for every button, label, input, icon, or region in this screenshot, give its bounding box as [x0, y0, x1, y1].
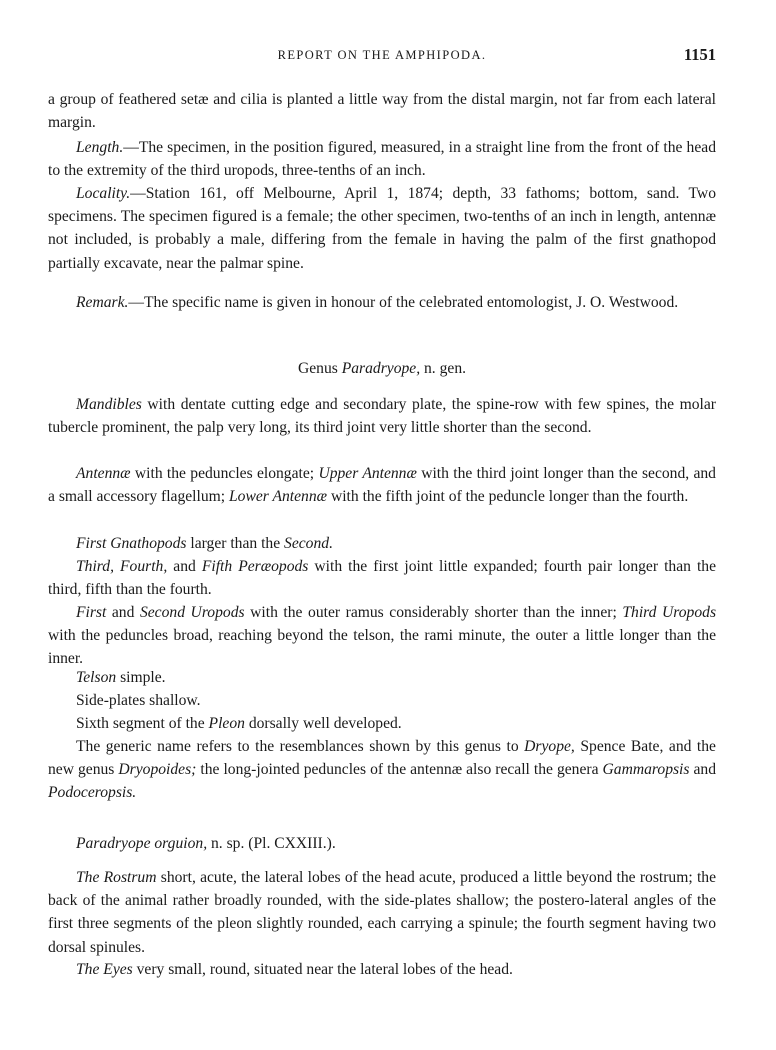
- paragraph-text: simple.: [116, 669, 166, 686]
- paragraph-generic-name: [48, 735, 716, 805]
- species-heading: [48, 832, 716, 855]
- term: Third, Fourth,: [76, 558, 168, 575]
- paragraph-text: —The specific name is given in honour of the celebrated entomologist, J. O. Westwood.: [128, 294, 679, 311]
- term: Upper Antennæ: [318, 465, 417, 482]
- page-number: 1151: [683, 45, 716, 64]
- paragraph-text: —Station 161, off Melbourne, April 1, 1874; depth, 33 fathoms; bottom, sand. Two specimens. The specimen figured is a female; the other specimen, two-tenths of an inch in length, antennæ not included, is probably a male, differing from the female in having the palm of the first gnathopod partially excavate, near the palmar spine.: [48, 185, 716, 272]
- paragraph-text: The generic name refers to the resemblances shown by this genus to: [76, 738, 525, 755]
- term: Gammaropsis: [602, 761, 690, 779]
- paragraph-text: with the outer ramus considerably shorter than the inner;: [244, 604, 623, 621]
- term: Dryopoides;: [118, 761, 197, 779]
- paragraph-text: Spence Bate, and the new genus: [48, 738, 716, 779]
- genus-heading: [48, 357, 716, 380]
- paragraph-text: Side-plates shallow.: [76, 692, 201, 709]
- term: First: [76, 604, 107, 621]
- paragraph-gnathopods: [48, 532, 716, 555]
- paragraph-length: [48, 136, 716, 182]
- paragraph-side-plates: [48, 689, 716, 712]
- term: Fifth Peræopods: [201, 558, 309, 575]
- paragraph-mandibles: [48, 393, 716, 439]
- paragraph-eyes: [48, 958, 716, 981]
- paragraph-text: with dentate cutting edge and secondary plate, the spine-row with few spines, the molar tubercle prominent, the palp very long, its third joint very little shorter than the second.: [48, 396, 716, 437]
- paragraph-text: short, acute, the lateral lobes of the head acute, produced a little beyond the rostrum; the back of the animal rather broadly rounded, with the side-plates shallow; the postero-lateral angles of the first three segments of the pleon slightly rounded, each carrying a spinule; the fourth segment having two dorsal spinules.: [48, 869, 716, 956]
- paragraph-telson: [48, 666, 716, 689]
- paragraph-peraeopods: [48, 555, 716, 601]
- genus-heading-prefix: Genus: [297, 360, 342, 377]
- paragraph-text: very small, round, situated near the lateral lobes of the head.: [132, 961, 513, 978]
- species-heading-suffix: n. sp. (Pl. CXXIII.).: [207, 835, 336, 852]
- term: Telson: [76, 669, 117, 686]
- paragraph-locality: [48, 182, 716, 275]
- paragraph-text: with the fifth joint of the peduncle longer than the fourth.: [327, 488, 689, 506]
- paragraph-label: Remark.: [76, 294, 129, 311]
- paragraph-text: and: [689, 761, 716, 779]
- paragraph-text: the long-jointed peduncles of the antennæ also recall the genera: [196, 761, 603, 779]
- paragraph-label: Locality.: [76, 185, 131, 202]
- paragraph-uropods: [48, 601, 716, 671]
- paragraph-text: with the third joint longer than the second, and a small accessory flagellum;: [48, 465, 716, 506]
- term: Third Uropods: [622, 604, 717, 621]
- paragraph-text: larger than the: [186, 535, 285, 552]
- paragraph-text: and: [106, 604, 140, 621]
- genus-name: Paradryope,: [341, 360, 421, 377]
- paragraph-continued: [48, 88, 716, 134]
- paragraph-label: Length.: [76, 139, 124, 156]
- paragraph-text: with the peduncles broad, reaching beyond the telson, the rami minute, the outer a little longer than the inner.: [48, 627, 716, 668]
- paragraph-text: with the first joint little expanded; fourth pair longer than the third, fifth than the fourth.: [48, 558, 717, 599]
- term: The Rostrum: [76, 869, 157, 886]
- term: Second.: [284, 535, 333, 552]
- paragraph-remark: [48, 291, 716, 314]
- running-header: [48, 45, 716, 72]
- species-name: Paradryope orguion,: [76, 835, 208, 852]
- paragraph-text: with the peduncles elongate;: [130, 465, 319, 482]
- paragraph-rostrum: [48, 866, 716, 959]
- term: Podoceropsis.: [48, 784, 137, 802]
- term: Dryope,: [524, 738, 575, 755]
- paragraph-text: and: [167, 558, 202, 575]
- term: Mandibles: [76, 396, 142, 413]
- paragraph-text: Sixth segment of the: [76, 715, 209, 732]
- genus-heading-suffix: n. gen.: [420, 360, 467, 377]
- term: Antennæ: [76, 465, 131, 482]
- paragraph-text: a group of feathered setæ and cilia is planted a little way from the distal margin, not far from each lateral margin.: [48, 91, 716, 132]
- paragraph-antennae: [48, 462, 716, 508]
- term: The Eyes: [76, 961, 133, 978]
- header-title: REPORT ON THE AMPHIPODA.: [277, 48, 487, 62]
- paragraph-text: —The specimen, in the position figured, measured, in a straight line from the front of the head to the extremity of the third uropods, three-tenths of an inch.: [48, 139, 716, 180]
- term: Lower Antennæ: [229, 488, 328, 506]
- paragraph-text: dorsally well developed.: [244, 715, 402, 732]
- term: Pleon: [208, 715, 245, 732]
- term: First Gnathopods: [76, 535, 187, 552]
- paragraph-pleon: [48, 712, 716, 735]
- term: Second Uropods: [139, 604, 245, 621]
